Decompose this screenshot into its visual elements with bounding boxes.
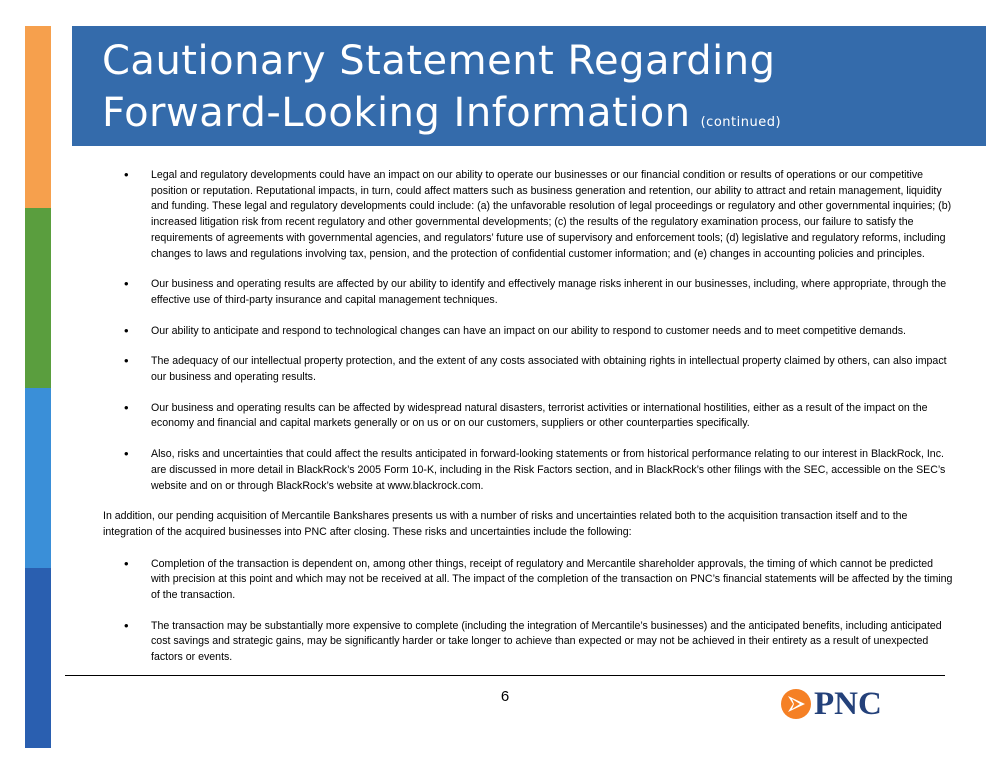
page-title-line-1: Cautionary Statement Regarding [102,38,776,84]
side-bar-orange [25,26,51,208]
bullet-text: • The transaction may be substantially more expensive to complete (including the integration of Mercantile’s businesses) and the anticipated benefits, including anticipated cost savings and strategic gains, may be significantly harder or take longer to achieve than expected or may not be achieved in their entirety as a result of unexpected factors or events. [151,619,942,664]
pnc-logo-text: PNC [814,685,882,722]
title-continued-label: (continued) [700,115,782,130]
list-item [103,354,953,385]
list-item [103,277,953,308]
bullet-text: • The adequacy of our intellectual property protection, and the extent of any costs associated with obtaining rights in intellectual property claimed by others, can also impact our business and operating results. [151,355,947,384]
main-content [103,168,953,681]
bullet-list-risks [103,168,953,494]
page-title-line-2-text: Forward-Looking Information [102,90,691,136]
list-item [103,447,953,494]
bullet-text: • Completion of the transaction is dependent on, among other things, receipt of regulatory and Mercantile shareholder approvals, the timing of which cannot be predicted with precision at this point and which may not be received at all. The impact of the completion of the transaction on PNC’s financial statements will be affected by the timing of the transaction. [151,557,953,602]
side-bar-green [25,208,51,388]
list-item [103,324,953,340]
pnc-logo [780,684,882,724]
list-item [103,168,953,262]
bullet-text: • Our business and operating results can be affected by widespread natural disasters, terrorist activities or international hostilities, either as a result of the impact on the economy and financial and capital markets generally or on us or on our customers, suppliers or other counterparties specifically. [151,401,928,430]
bullet-text: • Legal and regulatory developments could have an impact on our ability to operate our businesses or our financial condition or results of operations or our competitive position or reputation. Reputational impacts, in turn, could affect matters such as business generation and retention, our ability to attract and retain management, liquidity and funding. These legal and regulatory developments could include: (a) the unfavorable resolution of legal proceedings or regulatory and other governmental inquiries; (b) increased litigation risk from recent regulatory and other governmental developments; (c) the results of the regulatory examination process, our failure to satisfy the requirements of agreements with governmental agencies, and regulators’ future use of supervisory and enforcement tools; (d) legislative and regulatory reforms, including changes to laws and regulations involving tax, pension, and the protection of confidential customer information; and (e) changes in accounting policies and principles. [151,169,952,260]
list-item [103,557,953,604]
list-item [103,401,953,432]
side-bar-dark-blue [25,568,51,748]
bullet-text: • Also, risks and uncertainties that could affect the results anticipated in forward-looking statements or from historical performance relating to our interest in BlackRock, Inc. are discussed in more detail in BlackRock’s 2005 Form 10-K, including in the Risk Factors section, and in BlackRock’s other filings with the SEC, accessible on the SEC’s website and on or through BlackRock’s website at www.blackrock.com. [151,448,946,492]
bullet-text: • Our business and operating results are affected by our ability to identify and effectively manage risks inherent in our businesses, including, where appropriate, through the effective use of third-party insurance and capital management techniques. [151,278,947,306]
footer-divider [65,675,945,676]
bullet-list-mercantile [103,557,953,666]
mercantile-paragraph: In addition, our pending acquisition of Mercantile Bankshares presents us with a number of risks and uncertainties related both to the acquisition transaction itself and to the integration of the acquired businesses into PNC after closing. These risks and uncertainties include the following: [103,510,908,538]
bullet-text: • Our ability to anticipate and respond to technological changes can have an impact on our ability to respond to customer needs and to meet competitive demands. [151,324,906,337]
side-bar-light-blue [25,388,51,568]
page-title-line-2 [102,90,781,136]
title-banner [72,26,986,146]
page-number: 6 [500,688,510,705]
pnc-triangle-logo-icon [780,688,812,720]
list-item [103,619,953,666]
